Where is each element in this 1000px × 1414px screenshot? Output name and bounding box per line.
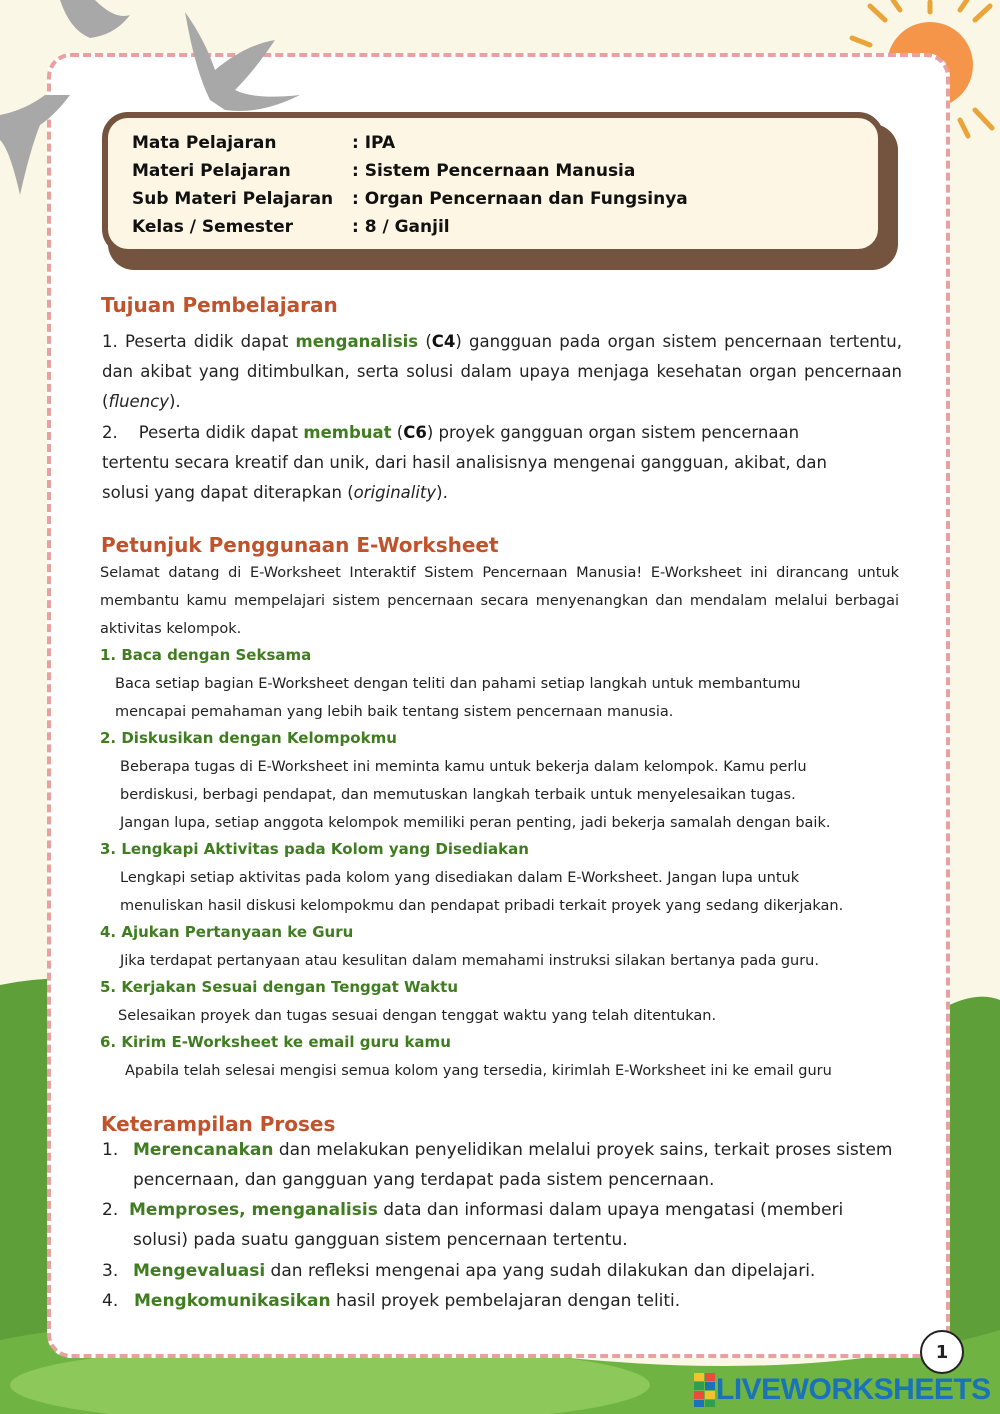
info-value: : Organ Pencernaan dan Fungsinya [352,189,688,209]
info-row-kelas [132,217,450,237]
step-1-line: mencapai pemahaman yang lebih baik tentang sistem pencernaan manusia. [115,704,674,720]
tujuan-point-1: 1. Peserta didik dapat menganalisis (C4) gangguan pada organ sistem pencernaan tertentu, dan akibat yang ditimbulkan, serta solusi dalam upaya menjaga kesehatan organ pencernaan (fluency). [102,332,902,411]
tujuan-point-2: 2. Peserta didik dapat membuat (C6) proyek gangguan organ sistem pencernaan tertentu secara kreatif dan unik, dari hasil analisisnya mengenai gangguan, akibat, dan solusi yang dapat diterapkan (originality). [102,423,827,502]
step-1-line: Baca setiap bagian E-Worksheet dengan teliti dan pahami setiap langkah untuk membantumu [115,676,801,692]
step-6-line: Apabila telah selesai mengisi semua kolom yang tersedia, kirimlah E-Worksheet ini ke email guru [125,1063,832,1079]
section-title-tujuan: Tujuan Pembelajaran [101,293,338,317]
keterampilan-item-3: 3. Mengevaluasi dan refleksi mengenai apa yang sudah dilakukan dan dipelajari. [102,1261,816,1281]
info-row-mata-pelajaran [132,133,395,153]
keterampilan-item-2: 2. Memproses, menganalisis data dan informasi dalam upaya mengatasi (memberi [102,1200,844,1220]
step-3-line: Lengkapi setiap aktivitas pada kolom yang disediakan dalam E-Worksheet. Jangan lupa untuk [120,870,800,886]
step-2-line: Jangan lupa, setiap anggota kelompok memiliki peran penting, jadi bekerja samalah dengan baik. [120,815,831,831]
liveworksheets-logo-icon [694,1373,716,1407]
section-title-petunjuk: Petunjuk Penggunaan E-Worksheet [101,533,499,557]
info-row-materi [132,161,635,181]
keterampilan-item-1: 1. Merencanakan dan melakukan penyelidikan melalui proyek sains, terkait proses sistem [102,1140,893,1160]
petunjuk-intro: Selamat datang di E-Worksheet Interaktif Sistem Pencernaan Manusia! E-Worksheet ini dirancang untuk membantu kamu mempelajari sistem pencernaan secara menyenangkan dan mendalam melalui berbagai aktivitas kelompok. [100,565,899,637]
liveworksheets-logo [694,1372,991,1408]
step-3-line: menuliskan hasil diskusi kelompokmu dan pendapat pribadi terkait proyek yang sedang dikerjakan. [120,898,844,914]
keterampilan-item-4: 4. Mengkomunikasikan hasil proyek pembelajaran dengan teliti. [102,1291,681,1311]
info-row-sub-materi [132,189,688,209]
step-5-line: Selesaikan proyek dan tugas sesuai dengan tenggat waktu yang telah ditentukan. [118,1008,717,1024]
info-key: Kelas / Semester [132,217,294,237]
info-key: Sub Materi Pelajaran [132,189,334,209]
info-value: : 8 / Ganjil [352,217,450,237]
step-2-line: berdiskusi, berbagi pendapat, dan memutuskan langkah terbaik untuk menyelesaikan tugas. [120,787,796,803]
step-2-heading: 2. Diskusikan dengan Kelompokmu [100,729,397,747]
info-value: : IPA [352,133,396,153]
section-title-keterampilan: Keterampilan Proses [101,1112,336,1136]
step-4-heading: 4. Ajukan Pertanyaan ke Guru [100,923,354,941]
liveworksheets-text: LIVEWORKSHEETS [716,1373,991,1406]
step-5-heading: 5. Kerjakan Sesuai dengan Tenggat Waktu [100,978,459,996]
page-number-badge: 1 [920,1330,964,1374]
keterampilan-item-2-cont: solusi) pada suatu gangguan sistem pencernaan tertentu. [133,1230,628,1250]
step-6-heading: 6. Kirim E-Worksheet ke email guru kamu [100,1033,451,1051]
step-3-heading: 3. Lengkapi Aktivitas pada Kolom yang Disediakan [100,840,529,858]
step-1-heading: 1. Baca dengan Seksama [100,646,312,664]
step-4-line: Jika terdapat pertanyaan atau kesulitan dalam memahami instruksi silakan bertanya pada guru. [120,953,819,969]
step-2-line: Beberapa tugas di E-Worksheet ini meminta kamu untuk bekerja dalam kelompok. Kamu perlu [120,759,807,775]
info-key: Mata Pelajaran [132,133,277,153]
info-key: Materi Pelajaran [132,161,291,181]
keterampilan-item-1-cont: pencernaan, dan gangguan yang terdapat pada sistem pencernaan. [133,1170,715,1190]
info-value: : Sistem Pencernaan Manusia [352,161,636,181]
